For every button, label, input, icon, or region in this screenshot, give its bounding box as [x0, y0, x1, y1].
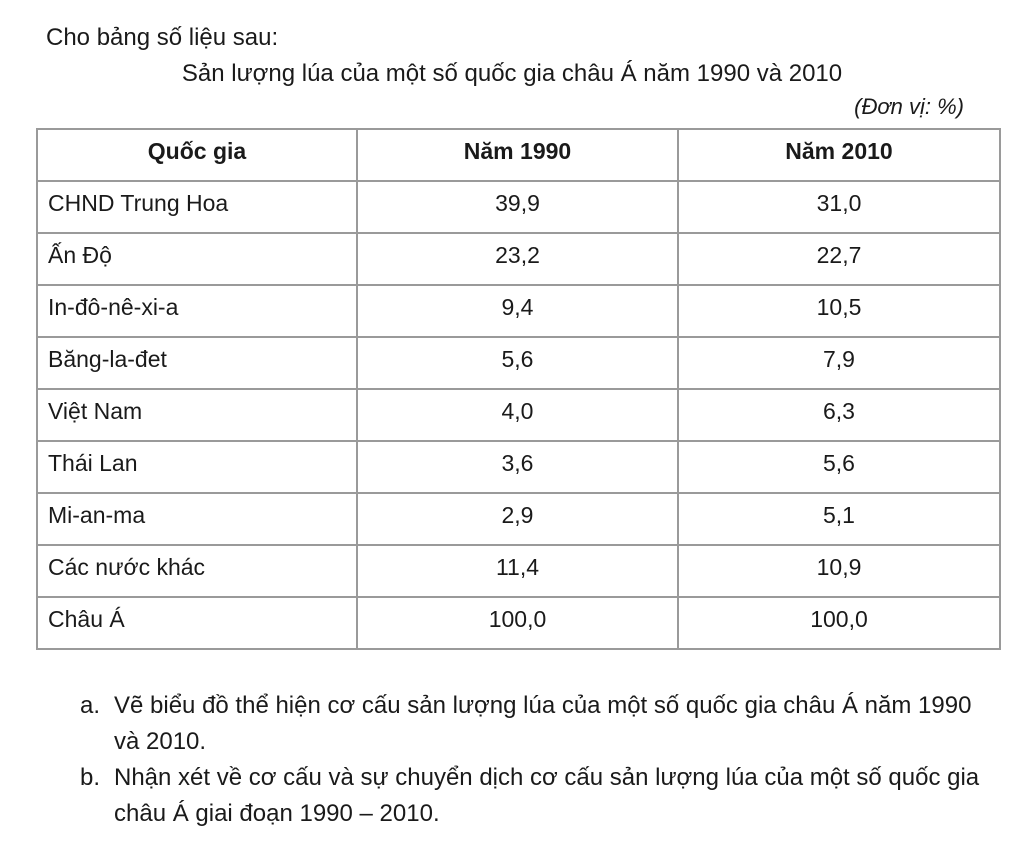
- country-cell: Việt Nam: [37, 389, 357, 441]
- table-row: [37, 493, 1000, 545]
- value-1990-cell: 9,4: [357, 285, 678, 337]
- value-2010-cell: 10,9: [678, 545, 1000, 597]
- country-cell: Mi-an-ma: [37, 493, 357, 545]
- country-cell: Châu Á: [37, 597, 357, 649]
- value-1990-cell: 23,2: [357, 233, 678, 285]
- value-2010-cell: 6,3: [678, 389, 1000, 441]
- question-b: [80, 760, 980, 832]
- country-cell: Các nước khác: [37, 545, 357, 597]
- value-2010-cell: 5,1: [678, 493, 1000, 545]
- value-2010-cell: 31,0: [678, 181, 1000, 233]
- value-1990-cell: 2,9: [357, 493, 678, 545]
- value-1990-cell: 3,6: [357, 441, 678, 493]
- value-1990-cell: 4,0: [357, 389, 678, 441]
- country-cell: In-đô-nê-xi-a: [37, 285, 357, 337]
- table-title: Sản lượng lúa của một số quốc gia châu Á năm 1990 và 2010: [181, 60, 843, 87]
- table-row: [37, 181, 1000, 233]
- country-cell: Ấn Độ: [37, 233, 357, 285]
- intro-text: Cho bảng số liệu sau:: [46, 24, 279, 51]
- header-country: Quốc gia: [37, 129, 357, 181]
- value-1990-cell: 100,0: [357, 597, 678, 649]
- value-2010-cell: 10,5: [678, 285, 1000, 337]
- question-text: Vẽ biểu đồ thể hiện cơ cấu sản lượng lúa của một số quốc gia châu Á năm 1990 và 2010.: [114, 692, 972, 755]
- question-marker: a.: [80, 692, 101, 719]
- country-cell: CHND Trung Hoa: [37, 181, 357, 233]
- value-2010-cell: 7,9: [678, 337, 1000, 389]
- header-year-1990: Năm 1990: [357, 129, 678, 181]
- header-year-2010: Năm 2010: [678, 129, 1000, 181]
- table-row: [37, 233, 1000, 285]
- country-cell: Băng-la-đet: [37, 337, 357, 389]
- question-list: [80, 688, 980, 832]
- value-1990-cell: 39,9: [357, 181, 678, 233]
- question-a: [80, 688, 980, 760]
- table-row: [37, 545, 1000, 597]
- rice-output-table: [36, 128, 1001, 650]
- table-row: [37, 285, 1000, 337]
- value-2010-cell: 22,7: [678, 233, 1000, 285]
- unit-label: (Đơn vị: %): [854, 94, 964, 119]
- value-2010-cell: 100,0: [678, 597, 1000, 649]
- country-cell: Thái Lan: [37, 441, 357, 493]
- table-row: [37, 441, 1000, 493]
- value-2010-cell: 5,6: [678, 441, 1000, 493]
- table-row: [37, 389, 1000, 441]
- table-row: [37, 337, 1000, 389]
- question-text: Nhận xét về cơ cấu và sự chuyển dịch cơ cấu sản lượng lúa của một số quốc gia châu Á giai đoạn 1990 – 2010.: [114, 764, 980, 827]
- table-header-row: [37, 129, 1000, 181]
- table-row-total: [37, 597, 1000, 649]
- question-marker: b.: [80, 764, 101, 791]
- value-1990-cell: 5,6: [357, 337, 678, 389]
- value-1990-cell: 11,4: [357, 545, 678, 597]
